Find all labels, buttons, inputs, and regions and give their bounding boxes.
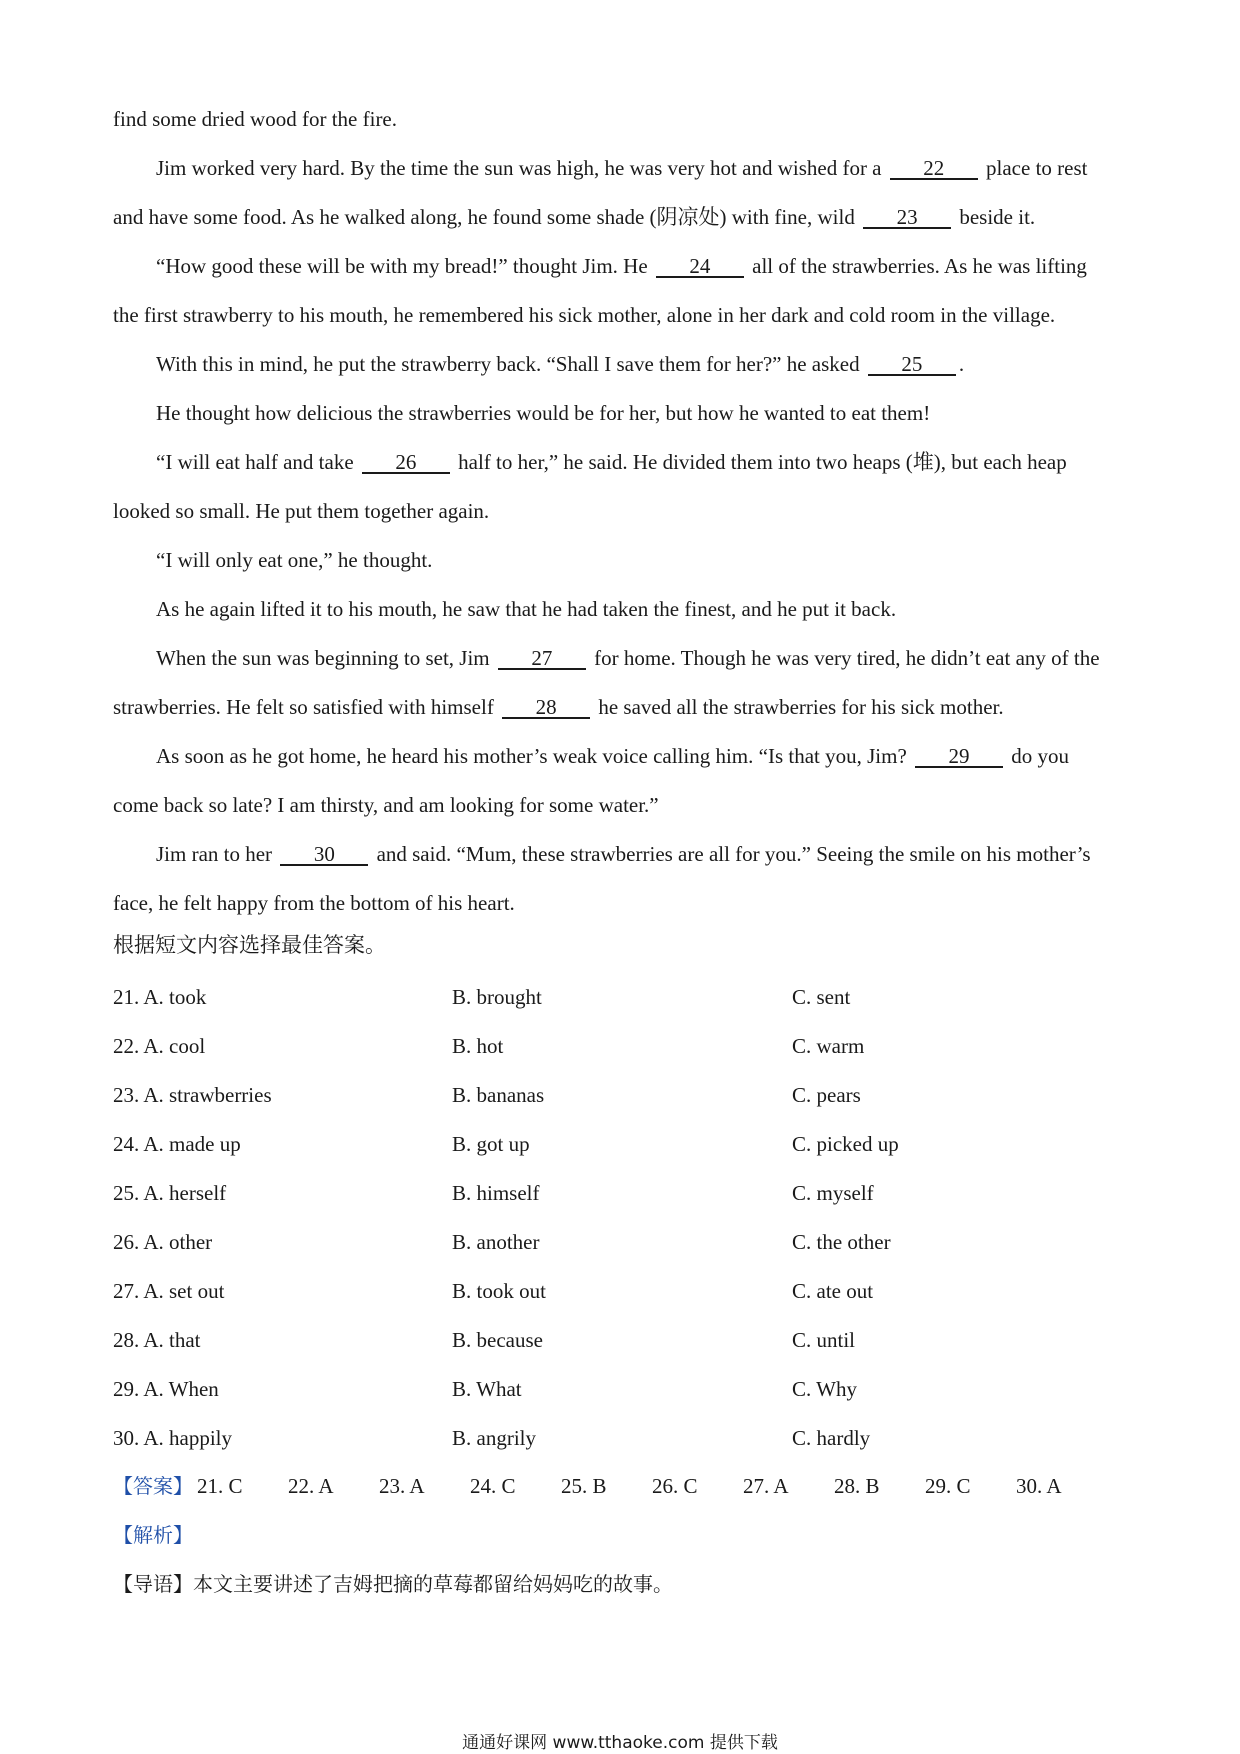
question-row-25 bbox=[113, 1169, 1113, 1218]
question-row-28 bbox=[113, 1316, 1113, 1365]
reading-passage bbox=[113, 95, 1133, 928]
option-c: C. hardly bbox=[792, 1426, 871, 1450]
option-c: C. myself bbox=[792, 1181, 874, 1205]
passage-line bbox=[113, 242, 1133, 291]
option-c: C. the other bbox=[792, 1230, 891, 1254]
passage-text: come back so late? I am thirsty, and am looking for some water.” bbox=[113, 793, 659, 817]
passage-text: With this in mind, he put the strawberry back. “Shall I save them for her?” he asked bbox=[156, 352, 860, 376]
passage-text: As soon as he got home, he heard his mother’s weak voice calling him. “Is that you, Jim? bbox=[156, 744, 907, 768]
option-b: B. What bbox=[452, 1377, 522, 1401]
blank-30: 30 bbox=[280, 844, 368, 866]
blank-29: 29 bbox=[915, 746, 1003, 768]
passage-text: As he again lifted it to his mouth, he saw that he had taken the finest, and he put it back. bbox=[156, 597, 897, 621]
option-a: 27. A. set out bbox=[113, 1279, 225, 1303]
option-a: 23. A. strawberries bbox=[113, 1083, 272, 1107]
answer-item: 22. A bbox=[288, 1474, 334, 1498]
passage-text: find some dried wood for the fire. bbox=[113, 107, 398, 131]
blank-28: 28 bbox=[502, 697, 590, 719]
passage-text: looked so small. He put them together again. bbox=[113, 499, 490, 523]
analysis-label: 【解析】 bbox=[113, 1523, 193, 1547]
question-row-29 bbox=[113, 1365, 1113, 1414]
passage-text: “I will eat half and take bbox=[156, 450, 354, 474]
answer-item: 30. A bbox=[1016, 1474, 1062, 1498]
option-c: C. until bbox=[792, 1328, 856, 1352]
passage-text: all of the strawberries. As he was lifting bbox=[752, 254, 1087, 278]
passage-text: do you bbox=[1011, 744, 1070, 768]
option-a: 30. A. happily bbox=[113, 1426, 232, 1450]
answer-item: 28. B bbox=[834, 1474, 880, 1498]
option-c: C. warm bbox=[792, 1034, 865, 1058]
passage-line bbox=[113, 634, 1133, 683]
question-row-24 bbox=[113, 1120, 1113, 1169]
passage-line bbox=[113, 389, 1133, 438]
blank-25: 25 bbox=[868, 354, 956, 376]
passage-line bbox=[113, 585, 1133, 634]
passage-line bbox=[113, 438, 1133, 487]
question-row-26 bbox=[113, 1218, 1113, 1267]
passage-text: Jim ran to her bbox=[156, 842, 273, 866]
option-b: B. hot bbox=[452, 1034, 504, 1058]
option-b: B. bananas bbox=[452, 1083, 545, 1107]
question-row-21 bbox=[113, 973, 1113, 1022]
option-b: B. got up bbox=[452, 1132, 530, 1156]
page-footer: 通通好课网 www.tthaoke.com 提供下载 bbox=[462, 1733, 778, 1753]
option-a: 28. A. that bbox=[113, 1328, 201, 1352]
blank-26: 26 bbox=[362, 452, 450, 474]
option-a: 25. A. herself bbox=[113, 1181, 227, 1205]
answer-item: 23. A bbox=[379, 1474, 425, 1498]
option-b: B. brought bbox=[452, 985, 542, 1009]
blank-27: 27 bbox=[498, 648, 586, 670]
question-row-30 bbox=[113, 1414, 1113, 1463]
passage-line bbox=[113, 487, 1133, 536]
option-b: B. another bbox=[452, 1230, 540, 1254]
passage-text: for home. Though he was very tired, he didn’t eat any of the bbox=[594, 646, 1100, 670]
guide-section bbox=[113, 1560, 673, 1609]
option-a: 29. A. When bbox=[113, 1377, 219, 1401]
passage-text: “I will only eat one,” he thought. bbox=[156, 548, 433, 572]
option-c: C. Why bbox=[792, 1377, 857, 1401]
option-c: C. picked up bbox=[792, 1132, 899, 1156]
option-b: B. himself bbox=[452, 1181, 540, 1205]
option-b: B. angrily bbox=[452, 1426, 536, 1450]
passage-text: the first strawberry to his mouth, he remembered his sick mother, alone in her dark and cold room in the village. bbox=[113, 303, 1056, 327]
answer-label: 【答案】 bbox=[113, 1474, 193, 1498]
option-a: 21. A. took bbox=[113, 985, 207, 1009]
passage-text: He thought how delicious the strawberries would be for her, but how he wanted to eat them! bbox=[156, 401, 931, 425]
passage-line bbox=[113, 193, 1133, 242]
passage-line bbox=[113, 144, 1133, 193]
question-row-27 bbox=[113, 1267, 1113, 1316]
blank-22: 22 bbox=[890, 158, 978, 180]
answer-item: 27. A bbox=[743, 1474, 789, 1498]
passage-text: face, he felt happy from the bottom of his heart. bbox=[113, 891, 515, 915]
answer-item: 24. C bbox=[470, 1474, 516, 1498]
passage-text: beside it. bbox=[959, 205, 1036, 229]
question-row-22 bbox=[113, 1022, 1113, 1071]
option-a: 24. A. made up bbox=[113, 1132, 241, 1156]
passage-line bbox=[113, 879, 1133, 928]
option-b: B. took out bbox=[452, 1279, 546, 1303]
answer-item: 21. C bbox=[197, 1474, 243, 1498]
passage-text: When the sun was beginning to set, Jim bbox=[156, 646, 490, 670]
passage-line bbox=[113, 683, 1133, 732]
question-row-23 bbox=[113, 1071, 1113, 1120]
passage-text: “How good these will be with my bread!” thought Jim. He bbox=[156, 254, 648, 278]
passage-line bbox=[113, 732, 1133, 781]
answer-item: 26. C bbox=[652, 1474, 698, 1498]
passage-text: strawberries. He felt so satisfied with himself bbox=[113, 695, 494, 719]
passage-text: and said. “Mum, these strawberries are all for you.” Seeing the smile on his mother’s bbox=[376, 842, 1091, 866]
passage-line bbox=[113, 95, 1133, 144]
option-c: C. ate out bbox=[792, 1279, 874, 1303]
passage-line bbox=[113, 830, 1133, 879]
passage-line bbox=[113, 291, 1133, 340]
option-c: C. sent bbox=[792, 985, 851, 1009]
question-instruction: 根据短文内容选择最佳答案。 bbox=[113, 933, 386, 957]
options-list bbox=[113, 973, 1113, 1463]
option-b: B. because bbox=[452, 1328, 543, 1352]
passage-line bbox=[113, 781, 1133, 830]
option-a: 26. A. other bbox=[113, 1230, 213, 1254]
passage-line bbox=[113, 536, 1133, 585]
passage-text: he saved all the strawberries for his sick mother. bbox=[598, 695, 1004, 719]
option-c: C. pears bbox=[792, 1083, 861, 1107]
answer-item: 25. B bbox=[561, 1474, 607, 1498]
guide-text: 本文主要讲述了吉姆把摘的草莓都留给妈妈吃的故事。 bbox=[193, 1572, 673, 1596]
passage-text: Jim worked very hard. By the time the sun was high, he was very hot and wished for a bbox=[156, 156, 882, 180]
answer-key bbox=[113, 1462, 1113, 1511]
passage-text: . bbox=[958, 352, 965, 376]
option-a: 22. A. cool bbox=[113, 1034, 206, 1058]
passage-line bbox=[113, 340, 1133, 389]
blank-24: 24 bbox=[656, 256, 744, 278]
guide-label: 【导语】 bbox=[113, 1572, 193, 1596]
passage-text: half to her,” he said. He divided them into two heaps (堆), but each heap bbox=[458, 450, 1067, 474]
answer-item: 29. C bbox=[925, 1474, 971, 1498]
passage-text: and have some food. As he walked along, he found some shade (阴凉处) with fine, wild bbox=[113, 205, 855, 229]
blank-23: 23 bbox=[863, 207, 951, 229]
passage-text: place to rest bbox=[986, 156, 1088, 180]
